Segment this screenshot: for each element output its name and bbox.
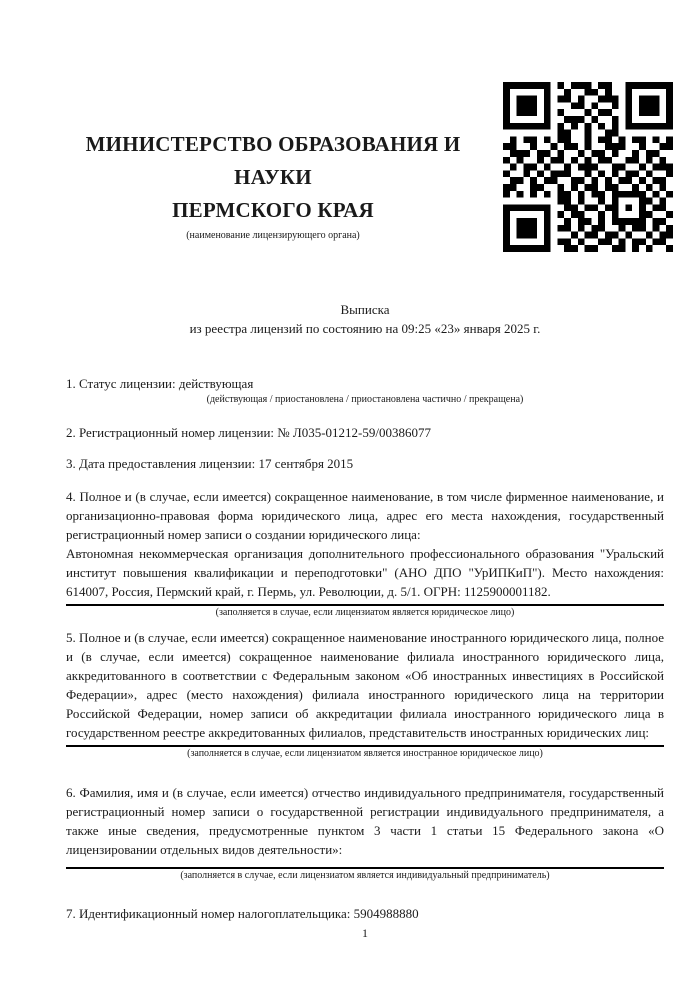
page-number: 1: [362, 926, 368, 940]
item-individual-entrepreneur-caption: (заполняется в случае, если лицензиатом является индивидуальный предприниматель): [180, 870, 550, 881]
item-legal-entity: [66, 487, 664, 619]
document-body: [66, 300, 664, 923]
ministry-name-line2: ПЕРМСКОГО КРАЯ: [172, 198, 374, 222]
item-individual-entrepreneur-text: 6. Фамилия, имя и (в случае, если имеется) отчество индивидуального предпринимателя, государственный регистрационный номер записи о государственной регистрации индивидуального предпринимателя, а также иные сведения, предусмотренные пунктом 3 части 1 статьи 15 Федерального закона «О лицензировании отдельных видов деятельности»:: [66, 785, 664, 857]
ministry-caption: (наименование лицензирующего органа): [186, 230, 360, 241]
item-license-date: 3. Дата предоставления лицензии: 17 сентября 2015: [66, 456, 354, 471]
item-legal-entity-value: Автономная некоммерческая организация дополнительного профессионального образования "Уральский институт повышения квалификации и переподготовки" (АНО ДПО "УрИПКиП"). Место нахождения: 614007, Россия, Пермский край, г. Пермь, ул. Революции, д. 5/1. ОГРН: 1125900001182.: [66, 546, 664, 599]
item-legal-entity-caption: (заполняется в случае, если лицензиатом является юридическое лицо): [215, 607, 515, 618]
qr-code: [503, 82, 673, 252]
item-license-status-caption: (действующая / приостановлена / приостановлена частично / прекращена): [206, 394, 524, 405]
item-legal-entity-text: 4. Полное и (в случае, если имеется) сокращенное наименование, в том числе фирменное наименование, и организационно-правовая форма юридического лица, адрес его места нахождения, государственный регистрационный номер записи о создании юридического лица:: [66, 489, 664, 542]
licensing-authority-header: [66, 128, 480, 242]
qr-code-icon: [503, 82, 673, 252]
item-license-status: 1. Статус лицензии: действующая: [66, 376, 254, 391]
item-foreign-entity-caption: (заполняется в случае, если лицензиатом является иностранное юридическое лицо): [187, 748, 543, 759]
ministry-name-line1: МИНИСТЕРСТВО ОБРАЗОВАНИЯ И НАУКИ: [85, 132, 461, 189]
item-taxpayer-number: 7. Идентификационный номер налогоплательщика: 5904988880: [66, 906, 419, 921]
item-registration-number: 2. Регистрационный номер лицензии: № Л035-01212-59/00386077: [66, 425, 432, 440]
document-title-line2: из реестра лицензий по состоянию на 09:25 «23» января 2025 г.: [189, 321, 541, 336]
document-title-line1: Выписка: [340, 302, 390, 317]
item-individual-entrepreneur: [66, 783, 664, 882]
item-foreign-entity-text: 5. Полное и (в случае, если имеется) сокращенное наименование иностранного юридического лица, полное и (в случае, если имеется) сокращенное наименование филиала иностранного юридического лица, аккредитованного в соответствии с Федеральным законом «Об иностранных инвестициях в Российской Федерации», адрес (место нахождения) филиала иностранного юридического лица на территории Российской Федерации, номер записи об аккредитации филиала иностранного юридического лица в государственном реестре аккредитованных филиалов, представительств иностранных юридических лиц:: [66, 630, 664, 740]
document-title: [66, 300, 664, 338]
item-foreign-entity: [66, 628, 664, 760]
